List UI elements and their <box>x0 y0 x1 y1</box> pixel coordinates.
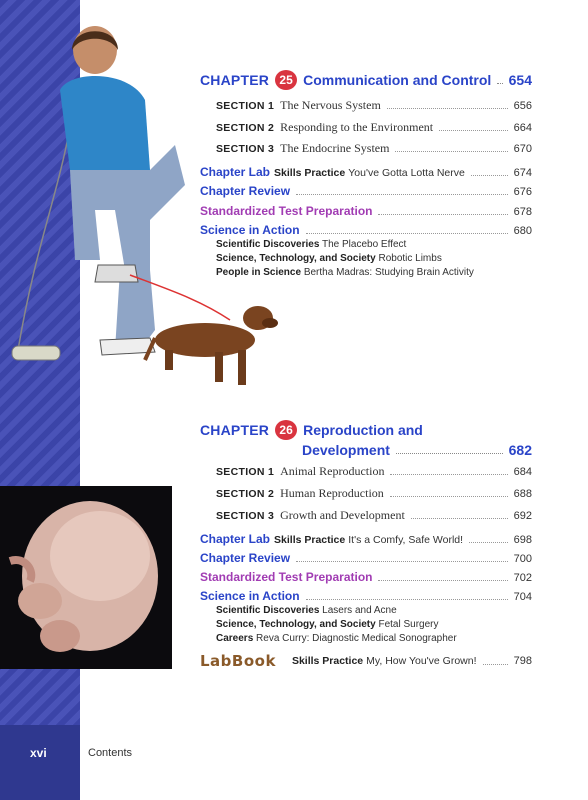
lab-kind: Skills Practice <box>274 167 346 179</box>
chapter-25-heading[interactable] <box>200 70 532 90</box>
footer-label: Contents <box>88 747 133 759</box>
labbook-page: 798 <box>513 655 532 667</box>
action-item-kind: Careers <box>216 633 254 644</box>
section-label: SECTION 2 <box>216 488 275 500</box>
action-item-kind: Scientific Discoveries <box>216 605 320 616</box>
action-item-title: Bertha Madras: Studying Brain Activity <box>303 267 474 278</box>
action-item-title: The Placebo Effect <box>322 239 407 250</box>
section-title: The Nervous System <box>280 98 381 112</box>
leader-dots <box>296 186 508 195</box>
section-title: Human Reproduction <box>280 486 384 500</box>
fetus-photo <box>0 486 172 669</box>
chapter-review-label: Chapter Review <box>200 551 291 565</box>
spine-footer <box>0 725 80 800</box>
chapter-title-line2: Development <box>302 442 390 458</box>
science-in-action-label: Science in Action <box>200 223 300 237</box>
section-row[interactable] <box>216 486 532 501</box>
leader-dots <box>378 572 507 581</box>
leader-dots <box>396 443 503 454</box>
chapter-word: CHAPTER <box>200 72 270 88</box>
action-item[interactable] <box>216 619 439 630</box>
action-item-kind: Science, Technology, and Society <box>216 619 376 630</box>
leader-dots <box>390 488 508 497</box>
leader-dots <box>497 73 502 84</box>
chapter-26-heading[interactable] <box>200 420 532 458</box>
action-item-kind: People in Science <box>216 267 302 278</box>
test-prep-row[interactable] <box>200 204 532 218</box>
section-title: The Endocrine System <box>280 141 390 155</box>
test-prep-label: Standardized Test Preparation <box>200 570 373 584</box>
section-title: Animal Reproduction <box>280 464 385 478</box>
leader-dots <box>306 591 508 600</box>
action-item[interactable] <box>216 633 457 644</box>
leader-dots <box>390 466 507 475</box>
chapter-number-badge: 25 <box>275 70 297 90</box>
science-in-action-page: 680 <box>513 225 532 237</box>
action-item[interactable] <box>216 267 474 278</box>
footer-page-number: xvi <box>30 746 47 760</box>
action-item[interactable] <box>216 239 406 250</box>
section-title: Responding to the Environment <box>280 120 434 134</box>
chapter-lab-row[interactable] <box>200 165 532 179</box>
section-row[interactable] <box>216 508 532 523</box>
section-label: SECTION 2 <box>216 122 275 134</box>
chapter-title: Communication and Control <box>303 72 492 88</box>
section-page: 692 <box>513 510 532 522</box>
chapter-review-row[interactable] <box>200 551 532 565</box>
science-in-action-page: 704 <box>513 591 532 603</box>
section-label: SECTION 3 <box>216 143 275 155</box>
test-prep-page: 678 <box>513 206 532 218</box>
lab-title: You've Gotta Lotta Nerve <box>348 167 465 179</box>
test-prep-label: Standardized Test Preparation <box>200 204 373 218</box>
action-item-title: Reva Curry: Diagnostic Medical Sonographer <box>256 633 457 644</box>
lab-page: 698 <box>513 534 532 546</box>
section-row[interactable] <box>216 120 532 135</box>
labbook-logo: LabBook <box>200 652 276 670</box>
leader-dots <box>378 206 507 215</box>
science-in-action-row[interactable] <box>200 589 532 603</box>
action-item-kind: Scientific Discoveries <box>216 239 320 250</box>
action-item-kind: Science, Technology, and Society <box>216 253 376 264</box>
action-item-title: Fetal Surgery <box>378 619 439 630</box>
section-label: SECTION 1 <box>216 100 275 112</box>
labbook-kind: Skills Practice <box>291 655 364 667</box>
leader-dots <box>387 100 508 109</box>
test-prep-row[interactable] <box>200 570 532 584</box>
review-page: 700 <box>513 553 532 565</box>
lab-title: It's a Comfy, Safe World! <box>348 534 464 546</box>
review-page: 676 <box>513 186 532 198</box>
science-in-action-row[interactable] <box>200 223 532 237</box>
chapter-page: 654 <box>508 72 532 88</box>
leader-dots <box>411 510 508 519</box>
leader-dots <box>306 225 508 234</box>
leader-dots <box>395 143 507 152</box>
section-page: 688 <box>513 488 532 500</box>
section-title: Growth and Development <box>280 508 405 522</box>
section-row[interactable] <box>216 464 532 479</box>
action-item[interactable] <box>216 605 397 616</box>
chapter-number-badge: 26 <box>275 420 297 440</box>
leader-dots <box>469 534 508 543</box>
leader-dots <box>483 656 508 665</box>
test-prep-page: 702 <box>513 572 532 584</box>
chapter-lab-label: Chapter Lab <box>200 532 271 546</box>
science-in-action-label: Science in Action <box>200 589 300 603</box>
chapter-word: CHAPTER <box>200 422 270 438</box>
lab-kind: Skills Practice <box>274 534 346 546</box>
chapter-review-row[interactable] <box>200 184 532 198</box>
action-item[interactable] <box>216 253 442 264</box>
lab-page: 674 <box>513 167 532 179</box>
leader-dots <box>471 167 508 176</box>
section-label: SECTION 1 <box>216 466 275 478</box>
chapter-title-line1: Reproduction and <box>303 422 423 438</box>
section-page: 670 <box>513 143 532 155</box>
action-item-title: Lasers and Acne <box>322 605 397 616</box>
leader-dots <box>296 553 508 562</box>
section-row[interactable] <box>216 98 532 113</box>
section-page: 684 <box>513 466 532 478</box>
labbook-row[interactable] <box>200 652 532 670</box>
section-page: 664 <box>513 122 532 134</box>
chapter-review-label: Chapter Review <box>200 184 291 198</box>
chapter-page: 682 <box>508 442 532 458</box>
chapter-lab-row[interactable] <box>200 532 532 546</box>
labbook-title: My, How You've Grown! <box>366 655 477 667</box>
section-label: SECTION 3 <box>216 510 275 522</box>
section-row[interactable] <box>216 141 532 156</box>
section-page: 656 <box>513 100 532 112</box>
chapter-lab-label: Chapter Lab <box>200 165 271 179</box>
action-item-title: Robotic Limbs <box>378 253 442 264</box>
leader-dots <box>439 122 508 131</box>
